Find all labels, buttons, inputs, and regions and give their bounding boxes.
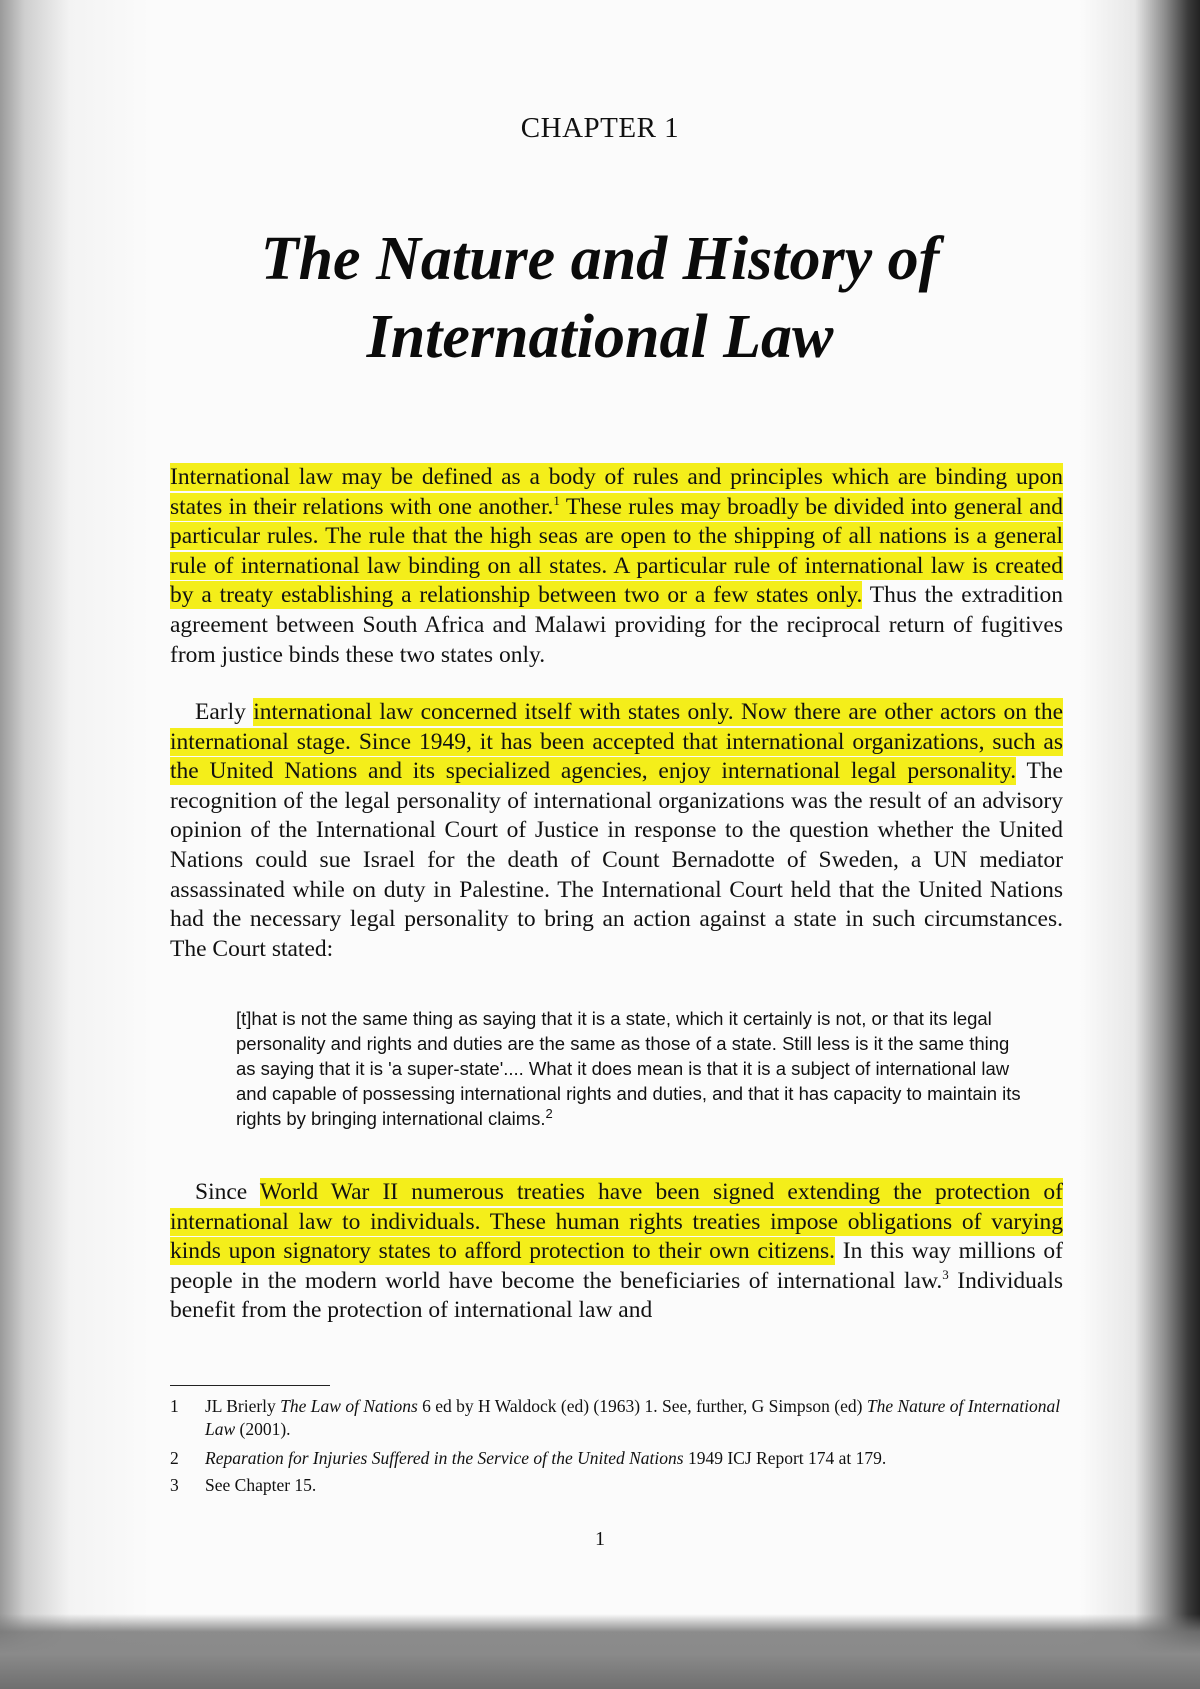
scan-bottom-shadow [0, 1614, 1200, 1689]
footnote-ref-3[interactable]: 3 [942, 1266, 949, 1282]
footnote-text: Reparation for Injuries Suffered in the Service of the United Nations 1949 ICJ Report 174 at 179. [205, 1448, 887, 1468]
footnote-number: 1 [170, 1396, 179, 1416]
footnote-divider [170, 1385, 330, 1386]
highlight: World War II numerous treaties have been signed extending the protection of international law to individuals. These human rights treaties impose obligations of varying kinds upon signatory states to afford protection to their own citizens. [170, 1179, 1063, 1265]
paragraph-early-law: Early international law concerned itself with states only. Now there are other actors on the international stage. Since 1949, it has been accepted that international organizations, such as the United Nations and its specialized agencies, enjoy international legal personality. The recognition of the legal personality of international organizations was the result of an advisory opinion of the International Court of Justice in response to the question whether the United Nations could sue Israel for the death of Count Bernadotte of Sweden, a UN mediator assassinated while on duty in Palestine. The International Court held that the United Nations had the necessary legal personality to bring an action against a state in such circumstances. The Court stated: [170, 699, 1063, 962]
footnote-number: 3 [170, 1475, 179, 1495]
highlight: International law may be defined as a body of rules and principles which are binding upon states in their relations with one another.$^1$ These rules may broadly be divided into general and particular rules. The rule that the high seas are open to the shipping of all nations is a general rule of international law binding on all states. A particular rule of international law is created by a treaty establishing a relationship between two or a few states only. [170, 464, 1064, 609]
footnote-3 [170, 1474, 1070, 1497]
chapter-title-line-2: International Law [366, 303, 834, 371]
footnote-ref-1[interactable]: 1 [553, 492, 560, 508]
footnote-1 [170, 1395, 1070, 1441]
footnote-text: JL Brierly The Law of Nations 6 ed by H Waldock (ed) (1963) 1. See, further, G Simpson (ed) The Nature of International Law (2001). [205, 1396, 1061, 1439]
footnote-number: 2 [170, 1448, 179, 1468]
block-quote: [t]hat is not the same thing as saying that it is a state, which it certainly is not, or that its legal personality and rights and duties are the same as those of a state. Still less is it the same thing as saying that it is 'a super-state'.... What it does mean is that it is a subject of international law and capable of possessing international rights and duties, and that it has capacity to maintain its rights by bringing international claims.$^2$ [236, 1008, 1021, 1129]
paragraph-definition: International law may be defined as a body of rules and principles which are binding upon states in their relations with one another.$^1$ These rules may broadly be divided into general and particular rules. The rule that the high seas are open to the shipping of all nations is a general rule of international law binding on all states. A particular rule of international law is created by a treaty establishing a relationship between two or a few states only. Thus the extradition agreement between South Africa and Malawi providing for the reciprocal return of fugitives from justice binds these two states only. [170, 464, 1064, 668]
chapter-title-line-1: The Nature and History of [260, 225, 940, 293]
paragraph-world-war-ii: Since World War II numerous treaties have been signed extending the protection of international law to individuals. These human rights treaties impose obligations of varying kinds upon signatory states to afford protection to their own citizens. In this way millions of people in the modern world have become the beneficiaries of international law.$^3$ Individuals benefit from the protection of international law and [170, 1179, 1064, 1324]
footnote-text: See Chapter 15. [205, 1475, 317, 1495]
footnote-2 [170, 1447, 1070, 1470]
highlight: international law concerned itself with states only. Now there are other actors on the international stage. Since 1949, it has been accepted that international organizations, such as the United Nations and its specialized agencies, enjoy international legal personality. [170, 699, 1063, 785]
chapter-title [200, 220, 1000, 376]
page-number: 1 [595, 1528, 605, 1550]
footnote-ref-2[interactable]: 2 [545, 1105, 553, 1121]
chapter-label: CHAPTER 1 [520, 112, 680, 144]
